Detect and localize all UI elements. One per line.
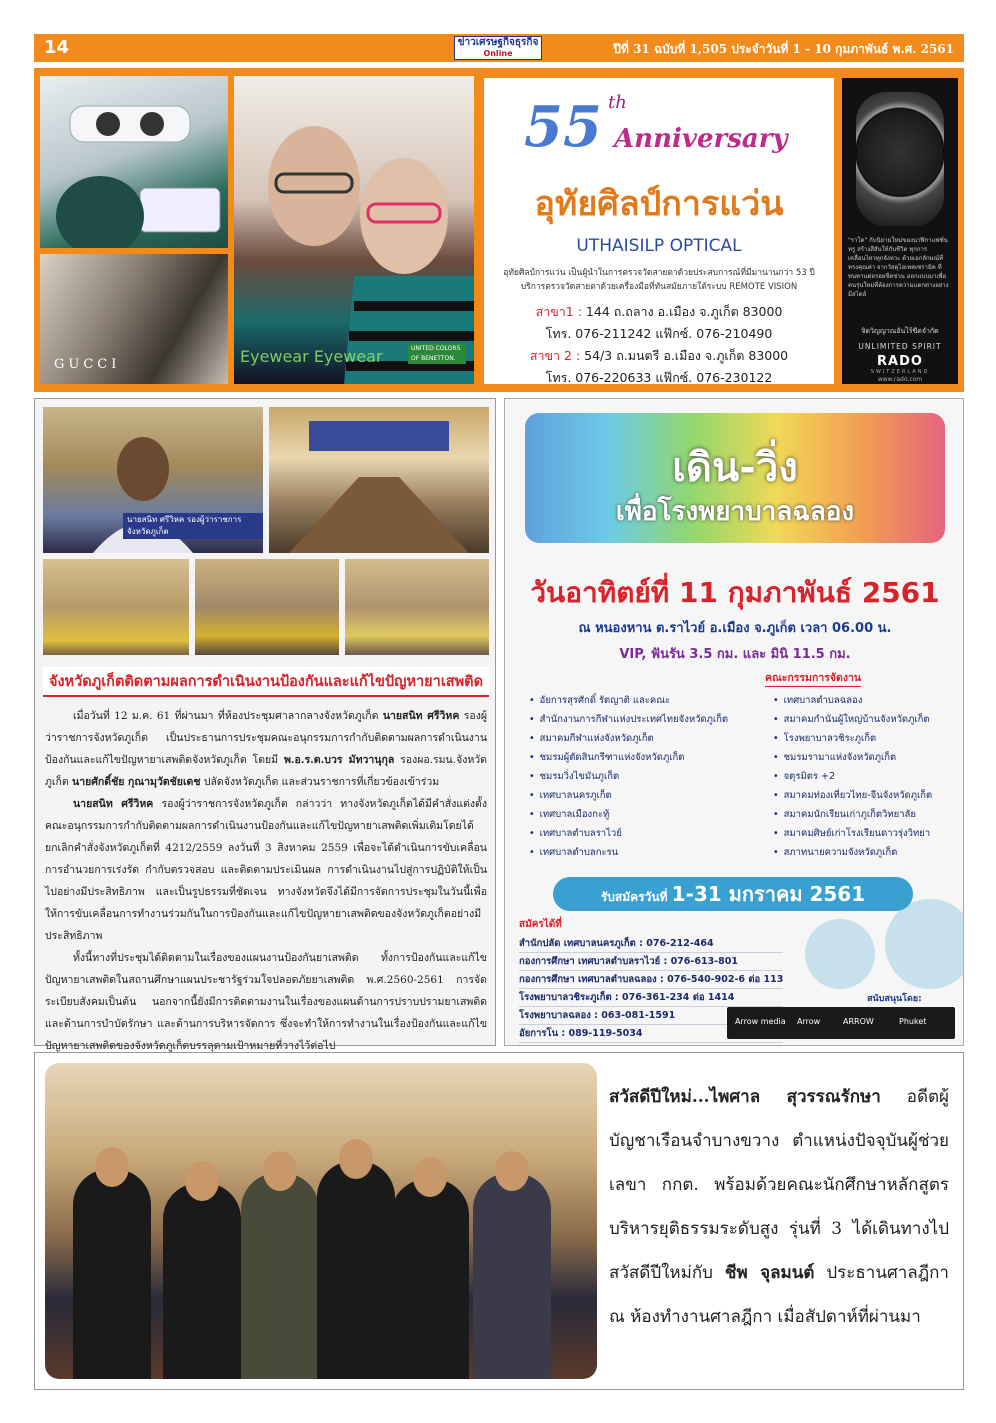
list-item: • สมาคมท่องเที่ยวไทย-จีนจังหวัดภูเก็ต bbox=[773, 786, 932, 805]
caption-name: ชีพ จุลมนต์ bbox=[724, 1263, 815, 1283]
article-title: จังหวัดภูเก็ตติดตามผลการดำเนินงานป้องกันและแก้ไขปัญหายาเสพติด bbox=[43, 667, 489, 697]
benetton-logo: UNITED COLORS OF BENETTON. bbox=[408, 344, 466, 364]
person-figure bbox=[163, 1183, 241, 1379]
article-photo-table2 bbox=[195, 559, 339, 655]
article-paragraph: ทั้งนี้ทางที่ประชุมได้ติดตามในเรื่องของแผนงานป้องกันยาเสพติด ทั้งการป้องกันและแก้ไขปัญหายาเสพติดในสถานศึกษาแผนประชารัฐร่วมใจปลอดภัยยาเสพติด พ.ศ.2560-2561 การจัดระเบียบสังคมเป็นต้น นอกจากนี้ยังมีการติดตามงานในเรื่องของแผนด้านการปราบปรามยาเสพติด และด้านการบำบัดรักษา และด้านการบริหารจัดการ ซึ่งจะทำให้การทำงานในเรื่องป้องกันและแก้ไขปัญหายาเสพติดของจังหวัดภูเก็ตบรรลุตามเป้าหมายที่วางไว้ต่อไป bbox=[45, 952, 487, 1052]
shop-name-en: UTHAISILP OPTICAL bbox=[576, 236, 742, 256]
list-item: • สมาคมนักเรียนเก่าภูเก็ตวิทยาลัย bbox=[773, 805, 932, 824]
optical-advertisement bbox=[34, 68, 964, 392]
phoropter-illustration bbox=[40, 76, 228, 248]
gucci-ad-photo bbox=[40, 254, 228, 384]
masthead-line1: ข่าวเศรษฐกิจธุรกิจ bbox=[457, 37, 539, 48]
meeting-illustration bbox=[269, 407, 489, 553]
committee-list-left bbox=[529, 691, 728, 862]
caption-text: ประธานศาลฎีกา ณ ห้องทำงานศาลฎีกา เมื่อสัปดาห์ที่ผ่านมา bbox=[609, 1263, 949, 1327]
article-paragraph bbox=[45, 705, 487, 793]
sponsor-logo: Arrow bbox=[797, 1017, 821, 1026]
photo-caption bbox=[609, 1075, 949, 1339]
anniversary-word: Anniversary bbox=[614, 124, 788, 154]
registration-prefix: รับสมัครวันที่ bbox=[600, 890, 672, 904]
walk-run-advertisement bbox=[504, 398, 964, 1046]
person-head bbox=[495, 1151, 529, 1191]
list-item: กองการศึกษา เทศบาลตำบลฉลอง : 076-540-902-6 ต่อ 113 bbox=[519, 971, 783, 989]
run-place: ณ หนองหาน ต.ราไวย์ อ.เมือง จ.ภูเก็ต เวลา 06.00 น. bbox=[578, 621, 892, 636]
rado-switzerland: SWITZERLAND bbox=[870, 369, 930, 375]
person-head bbox=[263, 1151, 297, 1191]
article-name: นายศักดิ์ชัย กุณามุวัดชัยเดช bbox=[72, 776, 201, 788]
article-text: รองผอ.รมน.จังหวัดภูเก็ต bbox=[45, 754, 487, 788]
person-head bbox=[95, 1147, 129, 1187]
registration-banner bbox=[553, 877, 913, 911]
article-photo-table3 bbox=[345, 559, 489, 655]
run-distance: VIP, ฟันรัน 3.5 กม. และ มินิ 11.5 กม. bbox=[619, 647, 851, 662]
caption-greeting: สวัสดีปีใหม่... bbox=[609, 1087, 710, 1107]
eyewear-models-photo bbox=[234, 76, 474, 384]
rado-advertisement bbox=[842, 78, 958, 384]
rado-slogan: จิตวิญญาณอันไร้ขีดจำกัด bbox=[861, 327, 939, 335]
rado-body: "ราโด" กับนิยามใหม่ของนาฬิกาแฟชั่นหรู สร้างสีสันให้กับชีวิต ทุกการเคลื่อนไหวทุกจังหวะ ด้วยเอกลักษณ์ที่ทรงคุณค่า จากวัสดุไฮเทคเซรามิค ที่ทนทานต่อรอยขีดข่วน ออกแบบมาเพื่อคนรุ่นใหม่ที่ต้องการความแตกต่างอย่างมีสไตล์ bbox=[848, 237, 949, 298]
article-text: รองผู้ว่าราชการจังหวัดภูเก็ต เป็นประธานการประชุมคณะอนุกรรมการกำกับติดตามผลการดำเนินงานป้องกันและแก้ไขปัญหายาเสพติดจังหวัดภูเก็ต โดยมี bbox=[45, 710, 487, 766]
list-item: • ชมรมรามาแห่งจังหวัดภูเก็ต bbox=[773, 748, 932, 767]
article-name: พ.อ.ร.ต.บวร มัทวานุกุล bbox=[283, 754, 395, 766]
article-photo-portrait bbox=[43, 407, 263, 553]
page-number: 14 bbox=[44, 37, 70, 58]
new-year-greeting-section bbox=[34, 1052, 964, 1390]
models-illustration bbox=[234, 76, 474, 384]
list-item: อัยการโน : 089-119-5034 bbox=[519, 1025, 783, 1043]
list-item: • สมาคมศิษย์เก่าโรงเรียนดาวรุ่งวิทยา bbox=[773, 824, 932, 843]
branch1-address bbox=[484, 302, 834, 322]
sponsor-logo: Arrow media bbox=[735, 1017, 786, 1026]
drug-prevention-article bbox=[34, 398, 496, 1052]
list-item: โรงพยาบาลวชิระภูเก็ต : 076-361-234 ต่อ 1414 bbox=[519, 989, 783, 1007]
article-photo-table1 bbox=[43, 559, 189, 655]
list-item: • เทศบาลตำบลฉลอง bbox=[773, 691, 932, 710]
list-item: • ชมรมผู้ตัดสินกรีฑาแห่งจังหวัดภูเก็ต bbox=[529, 748, 728, 767]
rado-logo: RADO bbox=[877, 354, 923, 369]
list-item: • เทศบาลเมืองกะทู้ bbox=[529, 805, 728, 824]
masthead-line2: Online bbox=[483, 49, 513, 58]
person-figure bbox=[391, 1179, 469, 1379]
list-item: • สภาทนายความจังหวัดภูเก็ต bbox=[773, 843, 932, 862]
list-item: กองการศึกษา เทศบาลตำบลราไวย์ : 076-613-801 bbox=[519, 953, 783, 971]
run-date: วันอาทิตย์ที่ 11 กุมภาพันธ์ 2561 bbox=[530, 576, 940, 609]
person-head bbox=[339, 1139, 373, 1179]
issue-info: ปีที่ 31 ฉบับที่ 1,505 ประจำวันที่ 1 - 10 กุมภาพันธ์ พ.ศ. 2561 bbox=[613, 42, 954, 56]
article-text: ปลัดจังหวัดภูเก็ต และส่วนราชการที่เกี่ยวข้องเข้าร่วม bbox=[200, 776, 440, 788]
runner-silhouette-icon bbox=[885, 899, 964, 989]
article-name: นายสนิท ศรีวิหค bbox=[382, 710, 460, 722]
run-title: เดิน-วิ่ง bbox=[672, 445, 798, 491]
list-item: • อัยการสุรศักดิ์ รัตญาติ และคณะ bbox=[529, 691, 728, 710]
rado-spirit: UNLIMITED SPIRIT bbox=[858, 342, 942, 351]
anniversary-panel bbox=[484, 78, 834, 384]
rado-url: www.rado.com bbox=[877, 376, 923, 383]
watch-icon bbox=[856, 92, 944, 226]
list-item: • โรงพยาบาลวชิระภูเก็ต bbox=[773, 729, 932, 748]
branch1-address-text: 144 ถ.ถลาง อ.เมือง จ.ภูเก็ต 83000 bbox=[581, 304, 783, 319]
branch1-phone: โทร. 076-211242 แฟ๊กซ์. 076-210490 bbox=[545, 326, 773, 341]
article-name: นายสนิท ศรีวิหค bbox=[73, 798, 154, 810]
article-photo-caption: นายสนิท ศรีวิหค รองผู้ว่าราชการจังหวัดภูเก็ต bbox=[123, 513, 263, 539]
sponsor-logo: ARROW bbox=[843, 1017, 874, 1026]
masthead-logo bbox=[454, 36, 542, 60]
person-head bbox=[185, 1161, 219, 1201]
committee-heading: คณะกรรมการจัดงาน bbox=[765, 669, 861, 687]
list-item: • สมาคมกีฬาแห่งจังหวัดภูเก็ต bbox=[529, 729, 728, 748]
list-item: • เทศบาลตำบลกะรน bbox=[529, 843, 728, 862]
sponsor-heading: สนับสนุนโดย: bbox=[867, 994, 922, 1004]
article-text: รองผู้ว่าราชการจังหวัดภูเก็ต กล่าวว่า ทางจังหวัดภูเก็ตได้มีคำสั่งแต่งตั้งคณะอนุกรรมการกำกับติดตามผลการดำเนินงานป้องกันและแก้ไขปัญหายาเสพติดเพิ่มเติมโดยได้ยกเลิกคำสั่งจังหวัดภูเก็ตที่ 4212/2559 ลงวันที่ 3 สิงหาคม 2559 เพื่อจะได้ดำเนินการขับเคลื่อนการอำนวยการเร่งรัด กำกับตรวจสอบ และติดตามประเมินผล การดำเนินงานไปสู่การปฏิบัติให้เป็นไปอย่างมีประสิทธิภาพ และเป็นรูปธรรมที่ชัดเจน ทางจังหวัดจึงได้มีการจัดการประชุมในวันนี้เพื่อให้การขับเคลื่อนการทำงานร่วมกันในการป้องกันและแก้ไขปัญหายาเสพติดของจังหวัดภูเก็ตอย่างมีประสิทธิภาพ bbox=[45, 798, 487, 942]
branch2-address-text: 54/3 ถ.มนตรี อ.เมือง จ.ภูเก็ต 83000 bbox=[580, 348, 789, 363]
list-item: สำนักปลัด เทศบาลนครภูเก็ต : 076-212-464 bbox=[519, 935, 783, 953]
anniversary-number: 55 bbox=[524, 94, 602, 160]
article-body bbox=[45, 705, 487, 1057]
person-figure bbox=[241, 1173, 319, 1379]
sponsor-logo: Phuket bbox=[899, 1017, 927, 1026]
eye-exam-photo bbox=[40, 76, 228, 248]
branch2-label: สาขา 2 : bbox=[529, 348, 581, 363]
runner-silhouette-icon bbox=[805, 919, 875, 989]
list-item: • จตุรมิตร +2 bbox=[773, 767, 932, 786]
run-subtitle: เพื่อโรงพยาบาลฉลอง bbox=[615, 497, 855, 527]
list-item: • สมาคมกำนันผู้ใหญ่บ้านจังหวัดภูเก็ต bbox=[773, 710, 932, 729]
group-photo bbox=[45, 1063, 597, 1379]
gucci-logo: GUCCI bbox=[54, 357, 121, 372]
branch2-phone: โทร. 076-220633 แฟ๊กซ์. 076-230122 bbox=[545, 370, 773, 385]
registration-dates: 1-31 มกราคม 2561 bbox=[671, 882, 866, 906]
person-head bbox=[413, 1157, 447, 1197]
sponsor-logos bbox=[727, 1007, 955, 1039]
page-header bbox=[34, 34, 964, 62]
caption-name: ไพศาล สุวรรณรักษา bbox=[709, 1087, 881, 1107]
caption-text: อดีตผู้บัญชาเรือนจำบางขวาง ตำแหน่งปัจจุบันผู้ช่วยเลขา กกต. พร้อมด้วยคณะนักศึกษาหลักสูตรบริหารยุติธรรมระดับสูง รุ่นที่ 3 ได้เดินทางไปสวัสดีปีใหม่กับ bbox=[609, 1087, 950, 1283]
shop-description: อุทัยศิลป์การแว่น เป็นผู้นำในการตรวจวัดสายตาด้วยประสบการณ์ที่มีมานานกว่า 53 ปี บริการตรวจวัดสายตาด้วยเครื่องมือที่ทันสมัยภายใต้ระบบ REMOTE VISION bbox=[503, 268, 815, 292]
list-item: • เทศบาลตำบลราไวย์ bbox=[529, 824, 728, 843]
person-figure bbox=[317, 1161, 395, 1379]
list-item: โรงพยาบาลฉลอง : 063-081-1591 bbox=[519, 1007, 783, 1025]
person-figure bbox=[73, 1169, 151, 1379]
anniversary-suffix: th bbox=[608, 92, 627, 113]
eyewear-text: Eyewear Eyewear bbox=[240, 347, 383, 366]
list-item: • ชมรมวิ่งไขมันภูเก็ต bbox=[529, 767, 728, 786]
branch1-label: สาขา1 : bbox=[535, 304, 582, 319]
apply-heading: สมัครได้ที่ bbox=[519, 919, 562, 930]
article-paragraph bbox=[45, 793, 487, 947]
committee-list-right bbox=[773, 691, 932, 862]
article-text: เมื่อวันที่ 12 ม.ค. 61 ที่ผ่านมา ที่ห้องประชุมศาลากลางจังหวัดภูเก็ต bbox=[73, 710, 383, 722]
article-photo-meeting bbox=[269, 407, 489, 553]
branch2-address bbox=[484, 346, 834, 366]
list-item: • เทศบาลนครภูเก็ต bbox=[529, 786, 728, 805]
list-item: • สำนักงานการกีฬาแห่งประเทศไทยจังหวัดภูเก็ต bbox=[529, 710, 728, 729]
shop-name-thai: อุทัยศิลป์การแว่น bbox=[534, 184, 784, 224]
person-figure bbox=[473, 1173, 551, 1379]
